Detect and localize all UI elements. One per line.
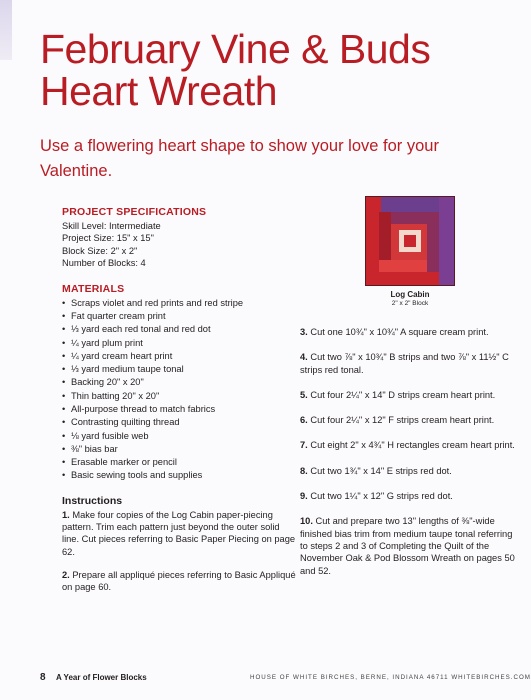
step-text: Make four copies of the Log Cabin paper-piecing pattern. Trim each pattern just beyond the outer solid line. Cut pieces referring to Basic Paper Piecing on page 62. [62, 509, 296, 557]
instruction-step [62, 509, 297, 558]
step-number: 2. [62, 569, 70, 580]
list-item: • Contrasting quilting thread [62, 416, 297, 429]
list-item: • Erasable marker or pencil [62, 456, 297, 469]
step-text: Cut and prepare two 13" lengths of ⅜"-wide finished bias trim from medium taupe tonal referring to steps 2 and 3 of Completing the Quilt of the November Oak & Pod Blossom Wreath on pages 50 and 52. [300, 516, 515, 576]
instruction-step [300, 465, 522, 477]
materials-heading: MATERIALS [62, 282, 125, 295]
page-subtitle: Use a flowering heart shape to show your love for your Valentine. [40, 137, 439, 180]
list-item: • Backing 20" x 20" [62, 376, 297, 389]
block-plum-log-right [427, 212, 439, 272]
list-item: • ⅜" bias bar [62, 443, 297, 456]
spec-block-size: Block Size: 2" x 2" [62, 245, 138, 256]
step-number: 1. [62, 509, 70, 520]
list-item: • ¼ yard plum print [62, 337, 297, 350]
instruction-step [300, 439, 522, 451]
step-number: 9. [300, 491, 308, 502]
log-cabin-block-image [365, 196, 455, 286]
step-text: Cut two ⅞" x 10¾" B strips and two ⅞" x 11½" C strips red tonal. [300, 352, 509, 375]
footer-page-number: 8 [40, 672, 46, 683]
instruction-step [300, 351, 522, 376]
instruction-step [300, 490, 522, 502]
block-caption-name: Log Cabin [390, 290, 430, 299]
footer-publisher: HOUSE OF WHITE BIRCHES, BERNE, INDIANA 46711 WHITEBIRCHES.COM [250, 674, 531, 681]
list-item: • Thin batting 20" x 20" [62, 390, 297, 403]
footer-book-title: A Year of Flower Blocks [56, 673, 147, 682]
step-text: Cut two 1¾" x 14" E strips red dot. [310, 465, 452, 476]
right-column [300, 326, 522, 590]
page-title: February Vine & Buds Heart Wreath [40, 26, 431, 114]
list-item: • ⅓ yard medium taupe tonal [62, 363, 297, 376]
materials-list [62, 297, 297, 483]
log-cabin-block-figure [350, 196, 470, 307]
step-text: Cut two 1¼" x 12" G strips red dot. [310, 491, 453, 502]
step-number: 8. [300, 465, 308, 476]
block-violet-log-right [439, 196, 455, 286]
specs-heading: PROJECT SPECIFICATIONS [62, 206, 207, 218]
corner-decoration [0, 0, 12, 60]
step-number: 5. [300, 389, 308, 400]
left-column [62, 206, 297, 605]
instruction-step [300, 414, 522, 426]
spec-skill-level: Skill Level: Intermediate [62, 221, 161, 231]
spec-project-size: Project Size: 15" x 15" [62, 233, 154, 244]
list-item: • Scraps violet and red prints and red stripe [62, 297, 297, 310]
list-item: • ⅓ yard each red tonal and red dot [62, 323, 297, 336]
step-text: Prepare all appliqué pieces referring to Basic Appliqué on page 60. [62, 569, 296, 593]
list-item: • All-purpose thread to match fabrics [62, 403, 297, 416]
list-item: • ⅛ yard fusible web [62, 430, 297, 443]
instruction-step [300, 389, 522, 401]
spec-number-blocks: Number of Blocks: 4 [62, 258, 146, 269]
list-item: • Basic sewing tools and supplies [62, 469, 297, 482]
step-number: 6. [300, 415, 308, 426]
list-item: • ¼ yard cream heart print [62, 350, 297, 363]
instructions-heading: Instructions [62, 494, 123, 507]
instruction-step [300, 515, 522, 576]
step-number: 10. [300, 516, 313, 527]
block-caption-size: 2" x 2" Block [391, 300, 429, 307]
step-number: 7. [300, 440, 308, 451]
step-text: Cut four 2¼" x 12" F strips cream heart print. [310, 415, 495, 426]
step-number: 3. [300, 327, 308, 337]
block-red-log-bottom [379, 260, 427, 272]
list-item: • Fat quarter cream print [62, 310, 297, 323]
specs-list [62, 220, 297, 270]
step-number: 4. [300, 352, 308, 363]
block-center-square [404, 235, 416, 247]
step-text: Cut four 2¼" x 14" D strips cream heart print. [310, 389, 496, 400]
step-text: Cut eight 2" x 4¾" H rectangles cream heart print. [310, 440, 515, 451]
instruction-step [62, 569, 297, 594]
instruction-step [300, 326, 522, 338]
step-text: Cut one 10¾" x 10¾" A square cream print. [310, 327, 489, 337]
